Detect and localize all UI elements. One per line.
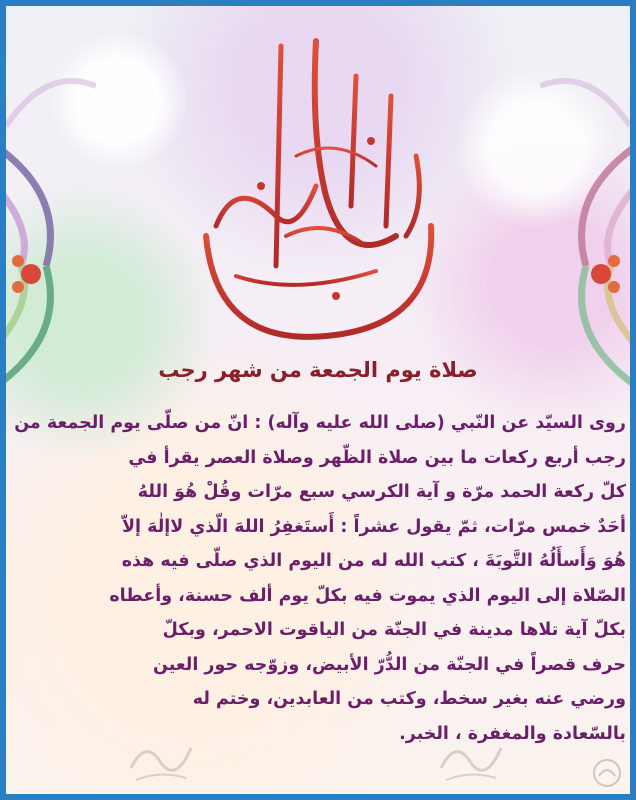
- text-line: رجب أربع ركعات ما بين صلاة الظّهر وصلاة العصر يقرأ في: [128, 447, 626, 468]
- floral-ornament-right: [546, 136, 630, 396]
- text-line: حرف قصراً في الجنّة من الدُّرّ الأبيض، وزوّجه حور العين: [152, 654, 626, 675]
- text-line: الصّلاة إلى اليوم الذي يموت فيه بكلّ يوم ألف حسنة، وأعطاه: [109, 585, 626, 606]
- text-line: بالسّعادة والمغفرة ، الخبر.: [399, 723, 626, 744]
- text-line: كلّ ركعة الحمد مرّة و آية الكرسي سبع مرّات وقُلْ هُوَ اللهُ: [137, 482, 626, 502]
- page-title: صلاة يوم الجمعة من شهر رجب: [158, 358, 478, 382]
- text-line: ورضي عنه بغير سخط، وكتب من العابدين، وختم له: [192, 689, 626, 709]
- watermark-logo-right: [436, 728, 506, 788]
- corner-ornament-top-right: [540, 66, 630, 136]
- watermark-signature: [590, 756, 624, 790]
- text-line: أحَدٌ خمس مرّات، ثمّ يقول عشراً : أَستَغفِرُ اللهَ الّذي لاإلٰهَ إلاّ: [121, 516, 626, 537]
- text-line: هُوَ وَأَسأَلُهُ التَّوبَةَ ، كتب الله له من اليوم الذي صلّى فيه هذه: [121, 551, 626, 571]
- text-line: بكلّ آية تلاها مدينة في الجنّة من الياقوت الاحمر، وبكلّ: [162, 620, 626, 640]
- prayer-text: [12, 406, 626, 751]
- card: [6, 6, 630, 794]
- watermark-logo-left: [126, 728, 196, 788]
- floral-ornament-left: [6, 136, 86, 396]
- calligraphy-emblem: [176, 36, 466, 356]
- text-line: روى السيّد عن النّبي (صلى الله عليه وآله) : انّ من صلّى يوم الجمعة من: [14, 413, 626, 433]
- corner-ornament-top-left: [6, 66, 96, 136]
